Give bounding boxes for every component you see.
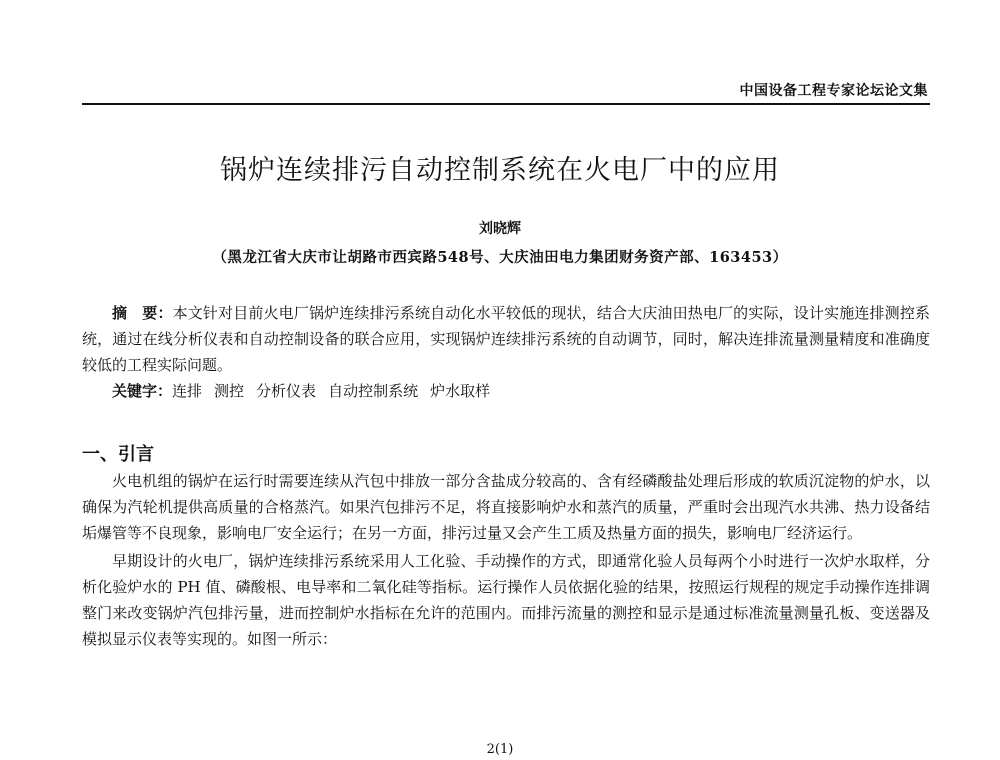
keywords-label: 关键字：	[112, 382, 173, 400]
paper-title: 锅炉连续排污自动控制系统在火电厂中的应用	[220, 155, 780, 186]
abstract-text: 本文针对目前火电厂锅炉连续排污系统自动化水平较低的现状，结合大庆油田热电厂的实际，设计实施连排测控系统，通过在线分析仪表和自动控制设备的联合应用，实现锅炉连续排污系统的自动调节，同时，解决连排流量测量精度和准确度较低的工程实际问题。	[82, 304, 930, 374]
section-heading: 一、引言	[82, 444, 154, 465]
keyword: 测控	[214, 382, 245, 400]
header-rule	[82, 103, 930, 105]
keyword: 炉水取样	[430, 382, 491, 400]
author: 刘晓辉	[479, 221, 521, 237]
keyword: 自动控制系统	[328, 382, 419, 400]
affiliation: （黑龙江省大庆市让胡路市西宾路548号、大庆油田电力集团财务资产部、163453）	[212, 249, 788, 266]
series-header: 中国设备工程专家论坛论文集	[739, 83, 928, 99]
abstract-label: 摘 要：	[112, 304, 173, 322]
keyword: 分析仪表	[256, 382, 317, 400]
page-number: 2(1)	[486, 742, 514, 757]
abstract-paragraph	[82, 300, 930, 378]
body-paragraph: 早期设计的火电厂，锅炉连续排污系统采用人工化验、手动操作的方式，即通常化验人员每两个小时进行一次炉水取样，分析化验炉水的 PH 值、磷酸根、电导率和二氧化硅等指标。运行操作人员依据化验的结果，按照运行规程的规定手动操作连排调整门来改变锅炉汽包排污量，进而控制炉水指标在允许的范围内。而排污流量的测控和显示是通过标准流量测量孔板、变送器及模拟显示仪表等实现的。如图一所示：	[82, 552, 930, 648]
keywords-line	[82, 378, 930, 404]
introduction-body	[82, 468, 930, 654]
body-paragraph: 火电机组的锅炉在运行时需要连续从汽包中排放一部分含盐成分较高的、含有经磷酸盐处理后形成的软质沉淀物的炉水，以确保为汽轮机提供高质量的合格蒸汽。如果汽包排污不足，将直接影响炉水和蒸汽的质量，严重时会出现汽水共沸、热力设备结垢爆管等不良现象，影响电厂安全运行；在另一方面，排污过量又会产生工质及热量方面的损失，影响电厂经济运行。	[82, 472, 930, 542]
abstract-block	[82, 300, 930, 404]
keyword: 连排	[172, 382, 203, 400]
